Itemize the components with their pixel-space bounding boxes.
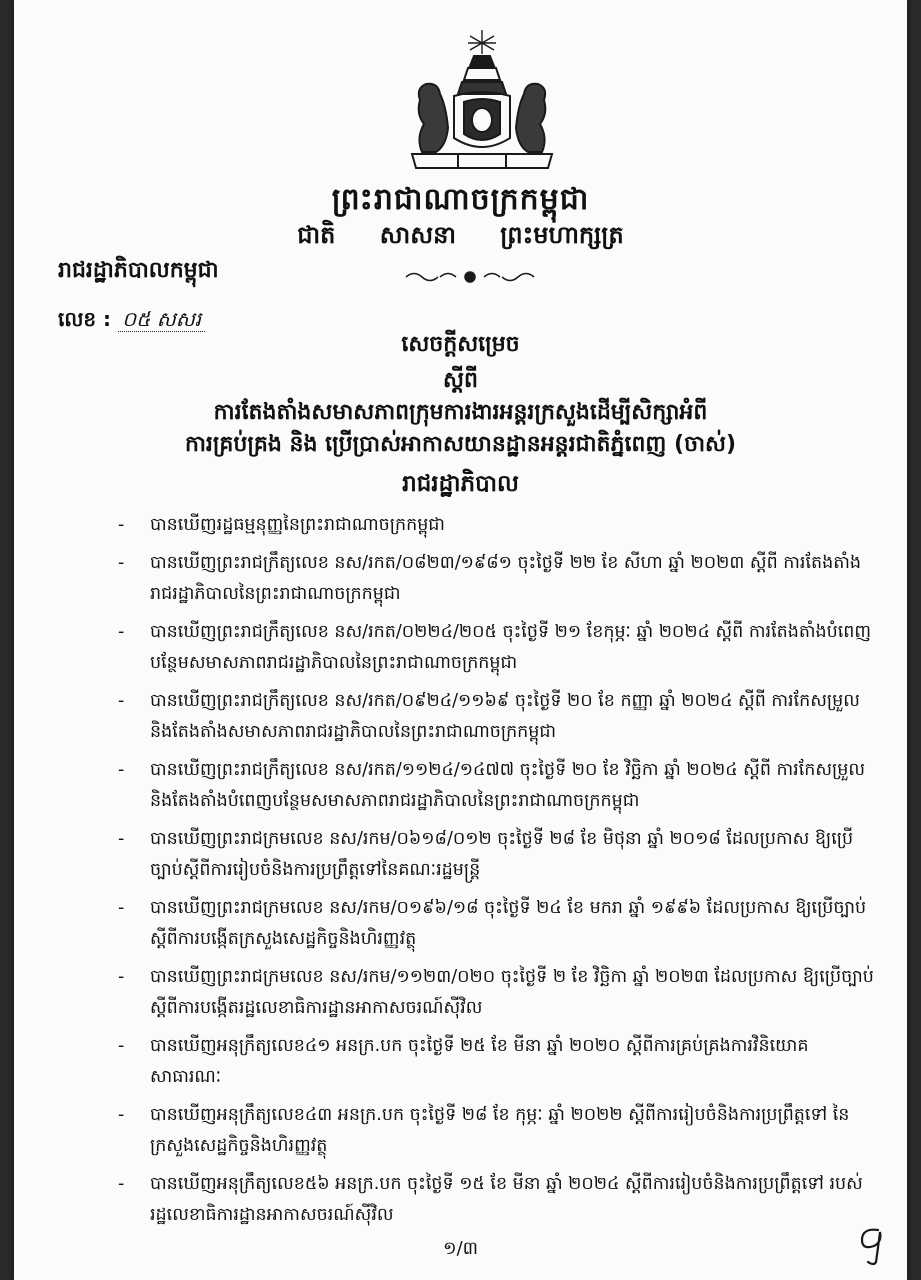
list-dash: - — [118, 621, 125, 642]
issuer-heading: រាជរដ្ឋាភិបាល — [402, 471, 519, 497]
list-dash: - — [118, 515, 125, 535]
document-type-heading: សេចក្ដីសម្រេច — [401, 332, 520, 357]
list-item-text: បានឃើញអនុក្រឹត្យលេខ៤៣ អនក្រ.បក ចុះថ្ងៃទី ២៨ ខែ កុម្ភៈ ឆ្នាំ ២០២២ ស្ដីពីការរៀបចំនិងការប្រព្រឹត្តទៅ នៃក្រសួងសេដ្ឋកិច្ចនិងហិរញ្ញវត្ថុ — [150, 1104, 850, 1156]
list-dash: - — [118, 690, 125, 711]
subject-line-1: ការតែងតាំងសមាសភាពក្រុមការងារអន្តរក្រសួងដើម្បីសិក្សាអំពី — [213, 400, 708, 425]
motto-king: ព្រះមហាក្សត្រ — [500, 221, 624, 249]
list-item-text: បានឃើញព្រះរាជក្រឹត្យលេខ នស/រកត/១១២៤/១៤៧៧ ចុះថ្ងៃទី ២០ ខែ វិច្ឆិកា ឆ្នាំ ២០២៤ ស្ដីពី ការកែសម្រួលនិងតែងតាំងបំពេញបន្ថែមសមាសភាពរាជរដ្ឋាភិបាលនៃព្រះរាជាណាចក្រកម្ពុជា — [150, 759, 866, 811]
list-item-text: បានឃើញព្រះរាជក្រមលេខ នស/រកម/០៦១៨/០១២ ចុះថ្ងៃទី ២៨ ខែ មិថុនា ឆ្នាំ ២០១៨ ដែលប្រកាស ឱ្យប្រើច្បាប់ស្ដីពីការរៀបចំនិងការប្រព្រឹត្តទៅនៃគណៈរដ្ឋមន្ត្រី — [150, 828, 854, 880]
handwritten-initial-icon — [852, 1222, 892, 1266]
motto-nation: ជាតិ — [297, 221, 336, 249]
list-dash: - — [118, 828, 125, 849]
government-label: រាជរដ្ឋាភិបាលកម្ពុជា — [58, 258, 219, 283]
list-item — [118, 1169, 878, 1232]
list-dash: - — [118, 1173, 125, 1194]
list-dash: - — [118, 759, 125, 780]
list-item — [118, 962, 878, 1025]
list-item — [118, 548, 878, 611]
list-item-text: បានឃើញព្រះរាជក្រឹត្យលេខ នស/រកត/០៨២៣/១៩៨១ ចុះថ្ងៃទី ២២ ខែ សីហា ឆ្នាំ ២០២៣ ស្ដីពី ការតែងតាំងរាជរដ្ឋាភិបាលនៃព្រះរាជាណាចក្រកម្ពុជា — [150, 552, 862, 604]
about-heading: ស្ដីពី — [443, 368, 478, 393]
royal-coat-of-arms-icon — [402, 28, 562, 178]
number-value: ០៥ សសរ — [118, 307, 205, 332]
motto-religion: សាសនា — [379, 221, 456, 249]
list-item — [118, 510, 878, 542]
number-label: លេខ : — [58, 307, 112, 331]
kingdom-heading: ព្រះរាជាណាចក្រកម្ពុជា — [331, 182, 590, 217]
list-item — [118, 1031, 878, 1094]
list-dash: - — [118, 966, 125, 987]
list-item-text: បានឃើញព្រះរាជក្រមលេខ នស/រកម/១១២៣/០២០ ចុះថ្ងៃទី ២ ខែ វិច្ឆិកា ឆ្នាំ ២០២៣ ដែលប្រកាស ឱ្យប្រើច្បាប់ស្ដីពីការបង្កើតរដ្ឋលេខាធិការដ្ឋានអាកាសចរណ៍ស៊ីវិល — [150, 966, 874, 1018]
ornament-divider-icon — [400, 266, 540, 288]
list-item-text: បានឃើញរដ្ឋធម្មនុញ្ញនៃព្រះរាជាណាចក្រកម្ពុជា — [150, 515, 445, 535]
national-motto — [14, 220, 907, 255]
list-item-text: បានឃើញអនុក្រឹត្យលេខ៥៦ អនក្រ.បក ចុះថ្ងៃទី ១៥ ខែ មីនា ឆ្នាំ ២០២៤ ស្ដីពីការរៀបចំនិងការប្រព្រឹត្តទៅ របស់រដ្ឋលេខាធិការដ្ឋានអាកាសចរណ៍ស៊ីវិល — [150, 1173, 863, 1225]
legal-basis-list — [118, 510, 878, 1238]
list-item-text: បានឃើញអនុក្រឹត្យលេខ៤១ អនក្រ.បក ចុះថ្ងៃទី ២៥ ខែ មីនា ឆ្នាំ ២០២០ ស្ដីពីការគ្រប់គ្រងការវិនិយោគ សាធារណៈ — [150, 1035, 809, 1087]
list-item — [118, 617, 878, 680]
list-item — [118, 755, 878, 818]
list-item — [118, 824, 878, 887]
list-dash: - — [118, 1035, 125, 1056]
list-item — [118, 1100, 878, 1163]
list-dash: - — [118, 1104, 125, 1125]
list-dash: - — [118, 552, 125, 573]
document-page — [14, 0, 907, 1280]
subject-line-2: ការគ្រប់គ្រង និង ប្រើប្រាស់អាកាសយានដ្ឋានអន្តរជាតិភ្នំពេញ (ចាស់) — [184, 432, 737, 457]
list-item-text: បានឃើញព្រះរាជក្រមលេខ នស/រកម/០១៩៦/១៨ ចុះថ្ងៃទី ២៤ ខែ មករា ឆ្នាំ ១៩៩៦ ដែលប្រកាស ឱ្យប្រើច្បាប់ស្ដីពីការបង្កើតក្រសួងសេដ្ឋកិច្ចនិងហិរញ្ញវត្ថុ — [150, 897, 867, 949]
list-item-text: បានឃើញព្រះរាជក្រឹត្យលេខ នស/រកត/០២២៤/២០៥ ចុះថ្ងៃទី ២១ ខែកុម្ភៈ ឆ្នាំ ២០២៤ ស្ដីពី ការតែងតាំងបំពេញបន្ថែមសមាសភាពរាជរដ្ឋាភិបាលនៃព្រះរាជាណាចក្រកម្ពុជា — [150, 621, 872, 673]
list-dash: - — [118, 897, 125, 918]
page-number: ១/៣ — [442, 1238, 479, 1259]
list-item-text: បានឃើញព្រះរាជក្រឹត្យលេខ នស/រកត/០៩២៤/១១៦៩ ចុះថ្ងៃទី ២០ ខែ កញ្ញា ឆ្នាំ ២០២៤ ស្ដីពី ការកែសម្រួលនិងតែងតាំងសមាសភាពរាជរដ្ឋាភិបាលនៃព្រះរាជាណាចក្រកម្ពុជា — [150, 690, 860, 742]
list-item — [118, 893, 878, 956]
list-item — [118, 686, 878, 749]
